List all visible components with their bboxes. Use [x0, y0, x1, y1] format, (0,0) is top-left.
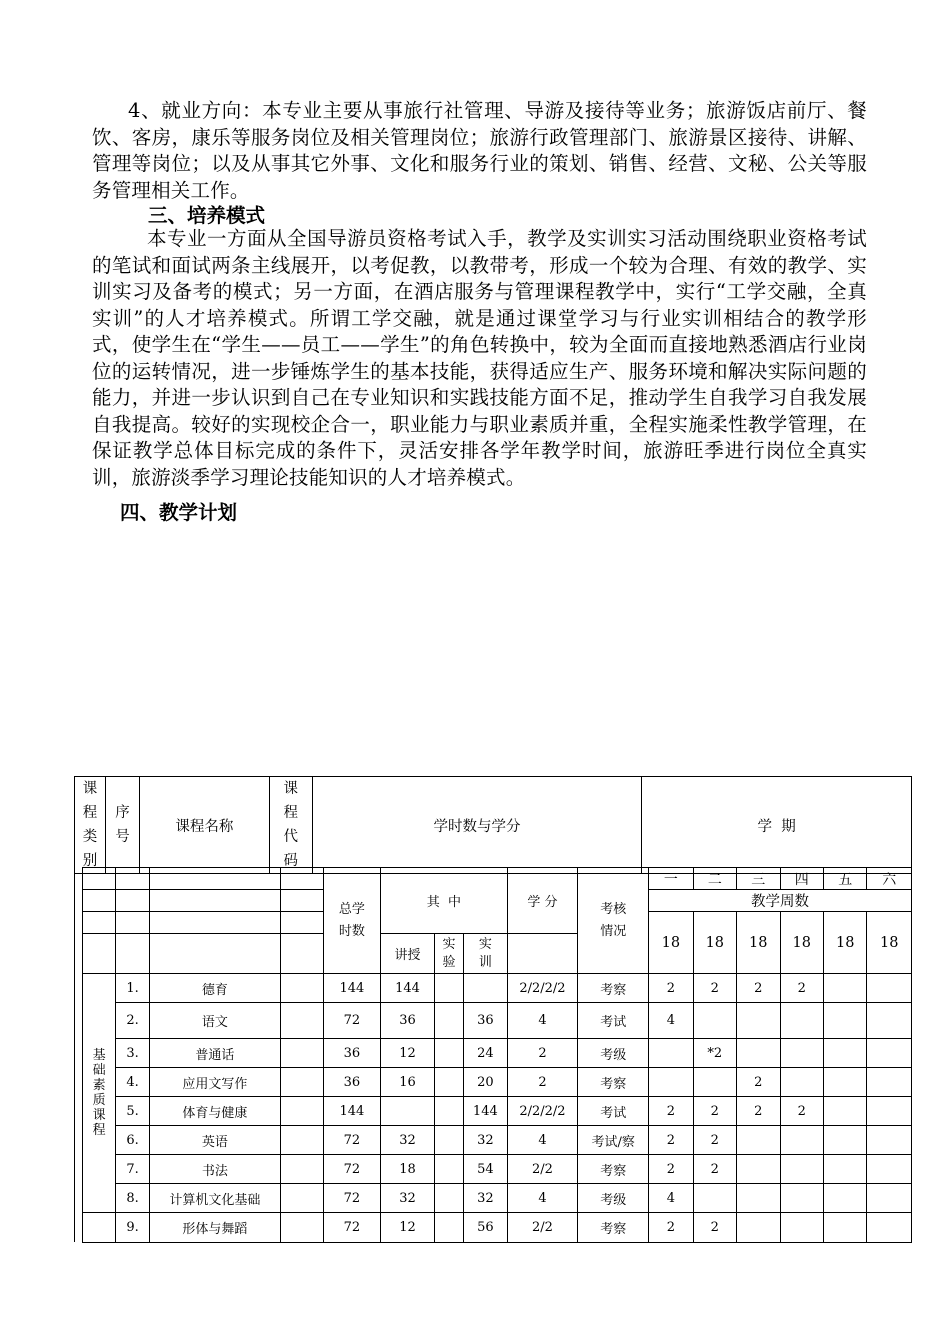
cell-lecture: 144 [381, 974, 435, 1003]
cell-s2: 2 [693, 1126, 736, 1155]
heading-training-mode: 三、培养模式 [148, 204, 266, 227]
cell-total: 144 [323, 974, 381, 1003]
cell-name: 书法 [149, 1155, 280, 1184]
cell-s2: 2 [693, 974, 736, 1003]
cell-total: 72 [323, 1003, 381, 1039]
cell-lecture: 36 [381, 1003, 435, 1039]
cell-credits: 4 [507, 1003, 578, 1039]
lecture-header: 讲授 [381, 934, 435, 974]
semester-3: 三 [737, 868, 780, 890]
cell-name: 应用文写作 [149, 1068, 280, 1097]
cell-s6 [867, 1213, 912, 1243]
cell-credits: 2/2 [507, 1213, 578, 1243]
cell-s5 [823, 1003, 866, 1039]
cell-lecture: 12 [381, 1213, 435, 1243]
cell-prac: 32 [464, 1126, 507, 1155]
weeks-3: 18 [737, 912, 780, 974]
cell-s1: 4 [649, 1003, 693, 1039]
cell-s6 [867, 1126, 912, 1155]
cell-name: 德育 [149, 974, 280, 1003]
cell-code [281, 1155, 323, 1184]
cell-prac: 56 [464, 1213, 507, 1243]
header-category-text: 课 程 类 别 [82, 781, 98, 869]
cell-exp [434, 1184, 463, 1213]
assessment-text: 考核情况 [600, 901, 627, 939]
cell-name: 体育与健康 [149, 1097, 280, 1126]
cell-s3: 2 [737, 974, 780, 1003]
cell-no: 2. [116, 1003, 149, 1039]
weeks-6: 18 [867, 912, 912, 974]
cell-lecture: 18 [381, 1155, 435, 1184]
cell-code [281, 1003, 323, 1039]
cell-s1: 2 [649, 1213, 693, 1243]
table-row [83, 1126, 912, 1155]
cell-s6 [867, 1003, 912, 1039]
cell-s1: 2 [649, 974, 693, 1003]
cell-total: 72 [323, 1126, 381, 1155]
table-row [83, 1213, 912, 1243]
cell-credits: 2/2/2/2 [507, 1097, 578, 1126]
cell-s5 [823, 1068, 866, 1097]
cell-no: 8. [116, 1184, 149, 1213]
cell-lecture: 32 [381, 1126, 435, 1155]
cell-exp [434, 1126, 463, 1155]
cell-credits: 2/2/2/2 [507, 974, 578, 1003]
table-row [83, 974, 912, 1003]
cell-code [281, 1184, 323, 1213]
cell-exp [434, 1039, 463, 1068]
cell-credits: 2 [507, 1068, 578, 1097]
cell-s3 [737, 1003, 780, 1039]
cell-s4 [780, 1039, 823, 1068]
cell-total: 72 [323, 1213, 381, 1243]
header-semester: 学 期 [642, 777, 912, 874]
cell-lecture: 12 [381, 1039, 435, 1068]
cell-s5 [823, 1097, 866, 1126]
cell-credits: 2/2 [507, 1155, 578, 1184]
cell-exp [434, 1097, 463, 1126]
cell-exp [434, 1213, 463, 1243]
header-course-name: 课程名称 [139, 777, 269, 874]
cell-s4: 2 [780, 1097, 823, 1126]
experiment-header [434, 934, 463, 974]
cell-s4 [780, 1126, 823, 1155]
header-number-text: 序 号 [115, 805, 130, 845]
cell-s4 [780, 1213, 823, 1243]
cell-code [281, 1126, 323, 1155]
total-hours-text: 总学时数 [338, 901, 365, 939]
credits-header: 学 分 [507, 868, 578, 934]
cell-s5 [823, 1126, 866, 1155]
table-row [83, 1003, 912, 1039]
cell-s3: 2 [737, 1097, 780, 1126]
cell-s3: 2 [737, 1068, 780, 1097]
cell-prac: 32 [464, 1184, 507, 1213]
cell-s6 [867, 1097, 912, 1126]
cell-exp [434, 1068, 463, 1097]
practice-text: 实 训 [478, 936, 492, 970]
plan-header-table [74, 776, 912, 874]
cell-s3 [737, 1126, 780, 1155]
semester-2: 二 [693, 868, 736, 890]
cell-total: 144 [323, 1097, 381, 1126]
cell-s5 [823, 1039, 866, 1068]
cell-s4 [780, 1003, 823, 1039]
cell-assess: 考察 [578, 974, 649, 1003]
cell-assess: 考察 [578, 1068, 649, 1097]
cell-lecture [381, 1097, 435, 1126]
semester-5: 五 [823, 868, 866, 890]
cell-s1: 2 [649, 1097, 693, 1126]
cell-s2: *2 [693, 1039, 736, 1068]
cell-name: 计算机文化基础 [149, 1184, 280, 1213]
cell-total: 72 [323, 1184, 381, 1213]
table-row [83, 1068, 912, 1097]
cell-s6 [867, 1155, 912, 1184]
cell-s5 [823, 974, 866, 1003]
category-basic: 基 础 素 质 课 程 [83, 974, 116, 1213]
weeks-label: 教学周数 [649, 890, 912, 912]
plan-body-table [82, 867, 912, 1243]
cell-no: 4. [116, 1068, 149, 1097]
cell-name: 语文 [149, 1003, 280, 1039]
semester-4: 四 [780, 868, 823, 890]
cell-no: 1. [116, 974, 149, 1003]
cell-s6 [867, 1068, 912, 1097]
cell-s2: 2 [693, 1155, 736, 1184]
cell-code [281, 1039, 323, 1068]
cell-assess: 考级 [578, 1039, 649, 1068]
cell-name: 形体与舞蹈 [149, 1213, 280, 1243]
cell-prac: 144 [464, 1097, 507, 1126]
cell-prac: 36 [464, 1003, 507, 1039]
assessment-header [578, 868, 649, 974]
weeks-4: 18 [780, 912, 823, 974]
table-row [83, 1155, 912, 1184]
cell-s3 [737, 1039, 780, 1068]
cell-name: 普通话 [149, 1039, 280, 1068]
table-row [83, 1184, 912, 1213]
table-row [83, 1097, 912, 1126]
cell-s1: 2 [649, 1126, 693, 1155]
header-number [105, 777, 139, 874]
cell-s3 [737, 1213, 780, 1243]
cell-total: 72 [323, 1155, 381, 1184]
cell-s5 [823, 1213, 866, 1243]
cell-assess: 考试 [578, 1097, 649, 1126]
among-header: 其 中 [381, 868, 507, 934]
category-empty [83, 1213, 116, 1243]
practice-header [464, 934, 507, 974]
cell-name: 英语 [149, 1126, 280, 1155]
cell-exp [434, 974, 463, 1003]
cell-s2: 2 [693, 1213, 736, 1243]
cell-s6 [867, 1039, 912, 1068]
cell-s6 [867, 974, 912, 1003]
training-paragraph: 本专业一方面从全国导游员资格考试入手，教学及实训实习活动围绕职业资格考试的笔试和面试两条主线展开，以考促教，以教带考，形成一个较为合理、有效的教学、实训实习及备考的模式；另一方面，在酒店服务与管理课程教学中，实行“工学交融，全真实训”的人才培养模式。所谓工学交融，就是通过课堂学习与行业实训相结合的教学形式，使学生在“学生——员工——学生”的角色转换中，较为全面而直接地熟悉酒店行业岗位的运转情况，进一步锤炼学生的基本技能，获得适应生产、服务环境和解决实际问题的能力，并进一步认识到自己在专业知识和实践技能方面不足，推动学生自我学习自我发展自我提高。较好的实现校企合一，职业能力与职业素质并重，全程实施柔性教学管理，在保证教学总体目标完成的条件下，灵活安排各学年教学时间，旅游旺季进行岗位全真实训，旅游淡季学习理论技能知识的人才培养模式。 [92, 227, 867, 489]
cell-code [281, 1068, 323, 1097]
cell-prac: 24 [464, 1039, 507, 1068]
cell-prac: 54 [464, 1155, 507, 1184]
cell-prac [464, 974, 507, 1003]
header-course-code-text: 课 程 代 码 [283, 781, 298, 869]
experiment-text: 实 验 [442, 936, 456, 970]
cell-s1 [649, 1068, 693, 1097]
weeks-5: 18 [823, 912, 866, 974]
cell-s5 [823, 1155, 866, 1184]
cell-s4: 2 [780, 974, 823, 1003]
cell-code [281, 1213, 323, 1243]
cell-s2 [693, 1003, 736, 1039]
cell-total: 36 [323, 1039, 381, 1068]
cell-no: 6. [116, 1126, 149, 1155]
cell-s3 [737, 1184, 780, 1213]
cell-assess: 考试 [578, 1003, 649, 1039]
cell-credits: 4 [507, 1126, 578, 1155]
cell-s6 [867, 1184, 912, 1213]
semester-1: 一 [649, 868, 693, 890]
heading-teaching-plan: 四、教学计划 [120, 501, 238, 524]
cell-assess: 考级 [578, 1184, 649, 1213]
cell-s1 [649, 1039, 693, 1068]
cell-lecture: 32 [381, 1184, 435, 1213]
weeks-2: 18 [693, 912, 736, 974]
cell-s2 [693, 1068, 736, 1097]
cell-assess: 考察 [578, 1213, 649, 1243]
cell-s1: 2 [649, 1155, 693, 1184]
cell-s4 [780, 1184, 823, 1213]
cell-credits: 2 [507, 1039, 578, 1068]
cell-code [281, 1097, 323, 1126]
semester-6: 六 [867, 868, 912, 890]
cell-s2 [693, 1184, 736, 1213]
cell-code [281, 974, 323, 1003]
cell-s3 [737, 1155, 780, 1184]
cell-s2: 2 [693, 1097, 736, 1126]
employment-paragraph: 4、就业方向：本专业主要从事旅行社管理、导游及接待等业务；旅游饭店前厅、餐饮、客房，康乐等服务岗位及相关管理岗位；旅游行政管理部门、旅游景区接待、讲解、管理等岗位；以及从事其它外事、文化和服务行业的策划、销售、经营、文秘、公关等服务管理相关工作。 [92, 99, 867, 202]
header-course-code [269, 777, 312, 874]
cell-exp [434, 1155, 463, 1184]
cell-no: 3. [116, 1039, 149, 1068]
cell-s1: 4 [649, 1184, 693, 1213]
cell-total: 36 [323, 1068, 381, 1097]
cell-assess: 考察 [578, 1155, 649, 1184]
cell-s4 [780, 1155, 823, 1184]
total-hours-header [323, 868, 381, 974]
cell-assess: 考试/察 [578, 1126, 649, 1155]
cell-no: 5. [116, 1097, 149, 1126]
cell-s5 [823, 1184, 866, 1213]
cell-no: 7. [116, 1155, 149, 1184]
header-hours-credits: 学时数与学分 [312, 777, 642, 874]
cell-exp [434, 1003, 463, 1039]
cell-s4 [780, 1068, 823, 1097]
table-row [83, 1039, 912, 1068]
cell-prac: 20 [464, 1068, 507, 1097]
weeks-1: 18 [649, 912, 693, 974]
cell-credits: 4 [507, 1184, 578, 1213]
cell-lecture: 16 [381, 1068, 435, 1097]
cell-no: 9. [116, 1213, 149, 1243]
header-category [75, 777, 106, 874]
